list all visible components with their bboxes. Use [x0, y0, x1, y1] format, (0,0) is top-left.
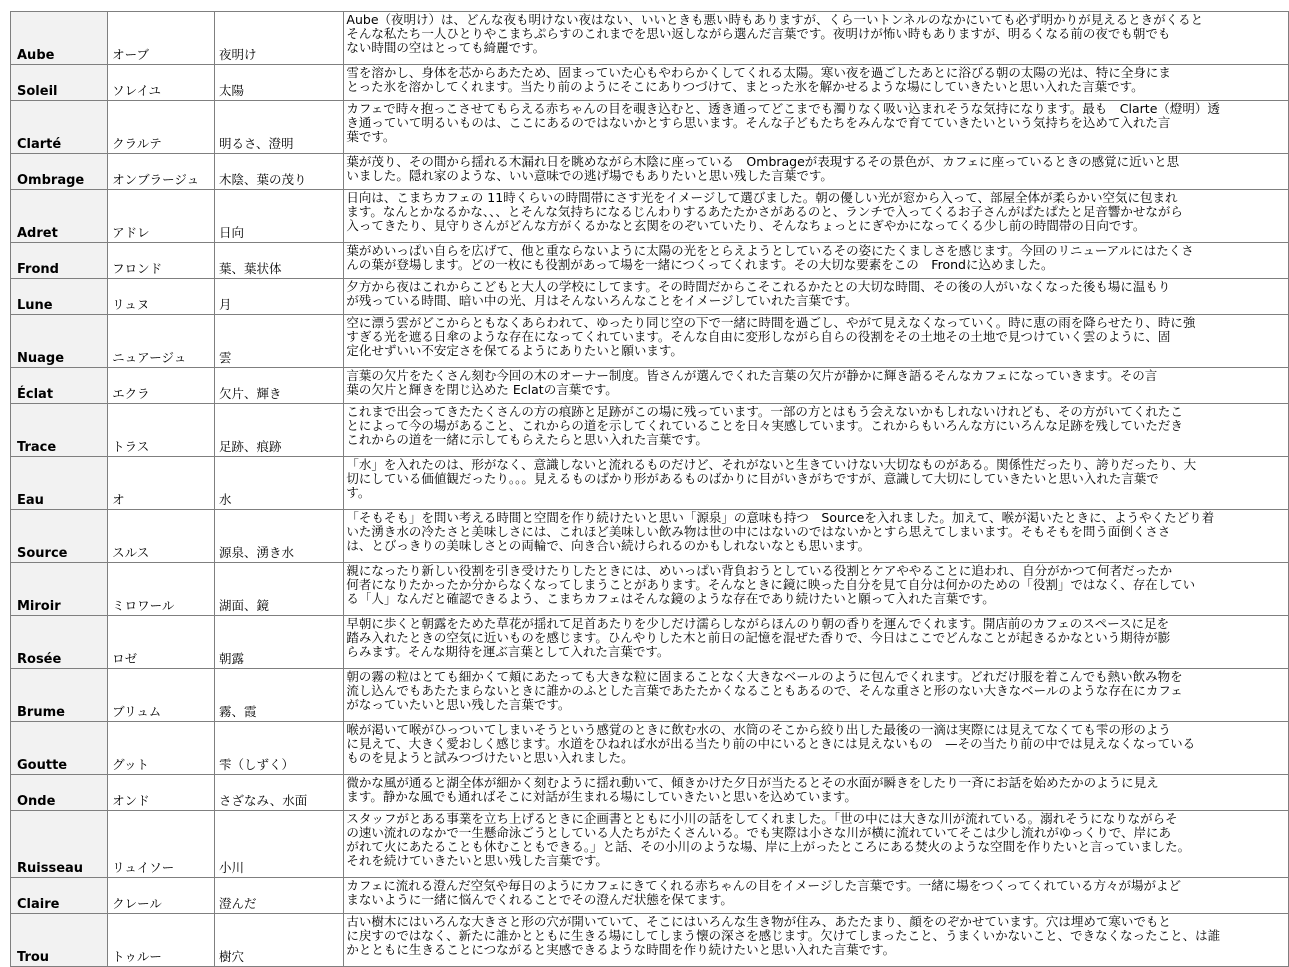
- katakana-reading-cell: リュイソー: [108, 811, 215, 878]
- french-word-cell: Miroir: [11, 563, 108, 616]
- description-line: とった氷を溶かしてくれます。当たり前のようにそこにありつづけて、まとった氷を解かせるような場にしていきたいと思い入れた言葉です。: [346, 79, 1144, 94]
- description-cell: [344, 669, 1289, 722]
- description-cell: [344, 563, 1289, 616]
- description-line: いた湧き水の冷たさと美味しさには、これほど美味しい飲み物は世の中にはないのではないかとすら思えてしまいます。そもそもを問う面倒くささ: [346, 524, 1171, 539]
- description-line: 朝の霧の粒はとても細かくて頬にあたっても大きな粒に固まることなく大きなベールのように包んでくれます。どれだけ服を着こんでも熱い飲み物を: [346, 669, 1183, 684]
- japanese-meaning-cell: 夜明け: [214, 12, 343, 65]
- japanese-meaning-cell: 雲: [214, 315, 343, 368]
- description-cell: [344, 65, 1289, 101]
- katakana-reading-cell: オーブ: [108, 12, 215, 65]
- table-row: [11, 722, 1289, 775]
- katakana-reading-cell: オンブラージュ: [108, 154, 215, 190]
- table-row: [11, 154, 1289, 190]
- katakana-reading-cell: リュヌ: [108, 279, 215, 315]
- katakana-reading-cell: ソレイユ: [108, 65, 215, 101]
- description-line: す。: [346, 485, 371, 500]
- table-row: [11, 404, 1289, 457]
- table-row: [11, 315, 1289, 368]
- katakana-reading-cell: エクラ: [108, 368, 215, 404]
- description-line: 日向は、こまちカフェの 11時くらいの時間帯にさす光をイメージして選びました。朝の優しい光が窓から入って、部屋全体が柔らかい空気に包まれ: [346, 190, 1178, 205]
- japanese-meaning-cell: 月: [214, 279, 343, 315]
- description-line: 微かな風が通ると湖全体が細かく刻むように揺れ動いて、傾きかけた夕日が当たるとその水面が瞬きをしたり一斉にお話を始めたかのように見え: [346, 775, 1159, 790]
- table-row: [11, 243, 1289, 279]
- japanese-meaning-cell: 木陰、葉の茂り: [214, 154, 343, 190]
- description-line: まないように一緒に悩んでくれることでその澄んだ状態を保てます。: [346, 892, 733, 907]
- description-line: 何者になりたかったか分からなくなってしまうことがあります。そんなときに鏡に映った自分を見て自分は何かのための「役割」ではなく、存在してい: [346, 577, 1196, 592]
- description-line: ます。静かな風でも通ればそこに対話が生まれる場にしていきたいと思いを込めています。: [346, 789, 857, 804]
- french-word-cell: Claire: [11, 878, 108, 914]
- french-word-cell: Éclat: [11, 368, 108, 404]
- word-table-body: [11, 12, 1289, 967]
- description-line: 葉の欠片と輝きを閉じ込めた Eclatの言葉です。: [346, 382, 618, 397]
- description-cell: [344, 510, 1289, 563]
- table-row: [11, 510, 1289, 563]
- table-row: [11, 775, 1289, 811]
- japanese-meaning-cell: 明るさ、澄明: [214, 101, 343, 154]
- description-line: 流し込んでもあたたまらないときに誰かのふとした言葉であたたかくなることもあるので、そんな重さと形のない大きなベールのような存在にカフェ: [346, 683, 1183, 698]
- french-word-cell: Soleil: [11, 65, 108, 101]
- french-word-cell: Lune: [11, 279, 108, 315]
- description-line: 言葉の欠片をたくさん刻む今回の木のオーナー制度。皆さんが選んでくれた言葉の欠片が静かに輝き語るそんなカフェになっていきます。その言: [346, 368, 1158, 383]
- french-word-cell: Adret: [11, 190, 108, 243]
- table-row: [11, 914, 1289, 967]
- french-word-cell: Nuage: [11, 315, 108, 368]
- description-line: 切にしている価値観だったり。。。見えるものばかり形があるものばかりに目がいきがちですが、意識して大切にしていきたいと思い入れた言葉で: [346, 471, 1159, 486]
- french-word-cell: Trace: [11, 404, 108, 457]
- description-cell: [344, 190, 1289, 243]
- description-line: 古い樹木にはいろんな大きさと形の穴が開いていて、そこにはいろんな生き物が住み、あたたまり、顔をのぞかせています。穴は埋めて寒いでもと: [346, 914, 1171, 929]
- description-cell: [344, 811, 1289, 878]
- description-cell: [344, 404, 1289, 457]
- description-line: 早朝に歩くと朝露をためた草花が揺れて足首あたりを少しだけ濡らしながらほんのり朝の香りを運んでくれます。開店前のカフェのスペースに足を: [346, 616, 1170, 631]
- description-cell: [344, 101, 1289, 154]
- japanese-meaning-cell: 澄んだ: [214, 878, 343, 914]
- description-cell: [344, 722, 1289, 775]
- table-row: [11, 563, 1289, 616]
- description-line: カフェで時々抱っこさせてもらえる赤ちゃんの目を覗き込むと、透き通ってどこまでも濁りなく吸い込まれそうな気持になります。最も Clarte（燈明）透: [346, 101, 1220, 116]
- japanese-meaning-cell: 朝露: [214, 616, 343, 669]
- description-line: とによって今の場があること、これからの道を示してくれていることを日々実感しています。これからもいろんな方にいろんな足跡を残していただき: [346, 418, 1183, 433]
- description-line: かとともに生きることにつながると実感できるような時間を作り続けたいと思い入れた言葉です。: [346, 942, 896, 957]
- description-cell: [344, 315, 1289, 368]
- description-cell: [344, 154, 1289, 190]
- description-cell: [344, 878, 1289, 914]
- japanese-meaning-cell: 葉、葉状体: [214, 243, 343, 279]
- table-row: [11, 878, 1289, 914]
- table-row: [11, 279, 1289, 315]
- french-word-cell: Brume: [11, 669, 108, 722]
- description-cell: [344, 279, 1289, 315]
- katakana-reading-cell: ロゼ: [108, 616, 215, 669]
- description-line: Aube（夜明け）は、どんな夜も明けない夜はない、いいときも悪い時もありますが、くら一いトンネルのなかにいても必ず明かりが見えるときがくると: [346, 12, 1204, 27]
- description-line: が残っている時間、暗い中の光、月はそんないろんなことをイメージしていれた言葉です。: [346, 293, 858, 308]
- japanese-meaning-cell: 雫（しずく）: [214, 722, 343, 775]
- description-line: スタッフがとある事業を立ち上げるときに企画書とともに小川の話をしてくれました。「世の中には大きな川が流れている。溺れそうになりながらそ: [346, 811, 1178, 826]
- description-cell: [344, 775, 1289, 811]
- japanese-meaning-cell: 湖面、鏡: [214, 563, 343, 616]
- description-line: 「水」を入れたのは、形がなく、意識しないと流れるものだけど、それがないと生きていけない大切なものがある。関係性だったり、誇りだったり、大: [346, 457, 1197, 472]
- description-cell: [344, 12, 1289, 65]
- katakana-reading-cell: グット: [108, 722, 215, 775]
- table-row: [11, 457, 1289, 510]
- description-line: ない時間の空はとっても綺麗です。: [346, 40, 546, 55]
- table-row: [11, 190, 1289, 243]
- japanese-meaning-cell: さざなみ、水面: [214, 775, 343, 811]
- french-word-cell: Goutte: [11, 722, 108, 775]
- katakana-reading-cell: ニュアージュ: [108, 315, 215, 368]
- table-row: [11, 101, 1289, 154]
- description-line: すぎる光を遮る日傘のような存在になってくれています。そんな自由に変形しながら自らの役割をその土地その土地で見つけていく雲のように、固: [346, 329, 1171, 344]
- description-line: 雪を溶かし、身体を芯からあたため、固まっていた心もやわらかくしてくれる太陽。寒い夜を過ごしたあとに浴びる朝の太陽の光は、特に全身にま: [346, 65, 1171, 80]
- description-cell: [344, 616, 1289, 669]
- description-line: んの葉が登場します。どの一枚にも役割があって場を一緒につくってくれます。その大切な要素をこの Frondに込めました。: [346, 257, 1054, 272]
- katakana-reading-cell: ブリュム: [108, 669, 215, 722]
- table-row: [11, 616, 1289, 669]
- katakana-reading-cell: トラス: [108, 404, 215, 457]
- japanese-meaning-cell: 樹穴: [214, 914, 343, 967]
- description-line: 喉が渇いて喉がひっついてしまいそうという感覚のときに飲む水の、水筒のそこから絞り出した最後の一滴は実際には見えてなくても雫の形のよう: [346, 722, 1171, 737]
- description-line: これまで出会ってきたたくさんの方の痕跡と足跡がこの場に残っています。一部の方とはもう会えないかもしれないけれども、その方がいてくれたこ: [346, 404, 1183, 419]
- katakana-reading-cell: トゥルー: [108, 914, 215, 967]
- description-line: らみます。そんな期待を運ぶ言葉として入れた言葉です。: [346, 644, 670, 659]
- description-line: の速い流れのなかで一生懸命泳ごうとしている人たちがたくさんいる。でも実際は小さな川が横に流れていてそこは少し流れがゆっくりで、岸にあ: [346, 825, 1172, 840]
- description-line: これからの道を一緒に示してもらえたらと思い入れた言葉です。: [346, 432, 708, 447]
- description-cell: [344, 457, 1289, 510]
- description-line: 定化せずいい不安定さを保てるようにありたいと願います。: [346, 343, 683, 358]
- description-line: き通っていて明るいものは、ここにあるのではないかとすら思います。そんな子どもたちをみんなで育てていきたいという気持ちを込めて入れた言: [346, 115, 1171, 130]
- description-line: 葉がめいっぱい自らを広げて、他と重ならないように太陽の光をとらえようとしているその姿にたくましさを感じます。今回のリニューアルにはたくさ: [346, 243, 1194, 258]
- description-line: 空に漂う雲がどこからともなくあらわれて、ゆったり同じ空の下で一緒に時間を過ごし、やがて見えなくなっていく。時に恵の雨を降らせたり、時に強: [346, 315, 1196, 330]
- description-line: る「人」なんだと確認できるよう、こまちカフェはそんな鏡のような存在であり続けたいと願って入れた言葉です。: [346, 591, 995, 606]
- description-line: ものを見ようと試みつづけたいと思い入れました。: [346, 750, 634, 765]
- description-line: 踏み入れたときの空気に近いものを感じます。ひんやりした木と前日の記憶を混ぜた香りで、今日はここでどんなことが起きるかなという期待が膨: [346, 630, 1171, 645]
- katakana-reading-cell: クレール: [108, 878, 215, 914]
- description-line: いました。隠れ家のような、いい意味での逃げ場でもありたいと思い残した言葉です。: [346, 168, 833, 183]
- description-line: ます。なんとかなるかな、、、とそんな気持ちになるじんわりするあたたかさがあるのと、ランチで入ってくるお子さんがぱたぱたと足音響かせながら: [346, 204, 1183, 219]
- description-line: 夕方から夜はこれからこどもと大人の学校にしてます。その時間だからこそこれるかたとの大切な時間、その後の人がいなくなった後も場に温もり: [346, 279, 1171, 294]
- description-line: そんな私たち一人ひとりやこまちぷらすのこれまでを思い返しながら選んだ言葉です。夜明けが怖い時もありますが、明るくなる前の夜でも朝でも: [346, 26, 1171, 41]
- french-word-cell: Aube: [11, 12, 108, 65]
- table-row: [11, 65, 1289, 101]
- french-word-cell: Ruisseau: [11, 811, 108, 878]
- japanese-meaning-cell: 霧、霞: [214, 669, 343, 722]
- word-table: [10, 11, 1289, 967]
- japanese-meaning-cell: 小川: [214, 811, 343, 878]
- description-line: 「そもそも」を問い考える時間と空間を作り続けたいと思い「源泉」の意味も持つ Sourceを入れました。加えて、喉が渇いたときに、ようやくたどり着: [346, 510, 1215, 525]
- description-line: に戻すのではなく、新たに誰かとともに生きる場にしてしまう懐の深さを感じます。欠けてしまったこと、うまくいかないこと、できなくなったこと、は誰: [346, 928, 1221, 943]
- french-word-cell: Clarté: [11, 101, 108, 154]
- description-line: 葉です。: [346, 129, 396, 144]
- french-word-cell: Frond: [11, 243, 108, 279]
- description-line: がなっていたいと思い残した言葉です。: [346, 697, 571, 712]
- description-line: 入ってきたり、見守りさんがどんな方がくるかなと玄関をのぞいていたり、そんなちょっとにぎやかになってくる少し前の時間帯の日向です。: [346, 218, 1146, 233]
- french-word-cell: Trou: [11, 914, 108, 967]
- katakana-reading-cell: ミロワール: [108, 563, 215, 616]
- french-word-cell: Ombrage: [11, 154, 108, 190]
- katakana-reading-cell: オンド: [108, 775, 215, 811]
- japanese-meaning-cell: 太陽: [214, 65, 343, 101]
- japanese-meaning-cell: 水: [214, 457, 343, 510]
- japanese-meaning-cell: 足跡、痕跡: [214, 404, 343, 457]
- katakana-reading-cell: オ: [108, 457, 215, 510]
- description-cell: [344, 368, 1289, 404]
- katakana-reading-cell: クラルテ: [108, 101, 215, 154]
- description-line: に見えて、大きく愛おしく感じます。水道をひねれば水が出る当たり前の中にいるときには見えないもの —その当たり前の中では見えなくなっている: [346, 736, 1196, 751]
- table-row: [11, 669, 1289, 722]
- table-row: [11, 12, 1289, 65]
- japanese-meaning-cell: 源泉、湧き水: [214, 510, 343, 563]
- katakana-reading-cell: アドレ: [108, 190, 215, 243]
- description-line: は、とびっきりの美味しさとの両輪で、向き合い続けられるのかもしれないなとも思います。: [346, 538, 871, 553]
- katakana-reading-cell: フロンド: [108, 243, 215, 279]
- french-word-cell: Onde: [11, 775, 108, 811]
- french-word-cell: Source: [11, 510, 108, 563]
- table-row: [11, 368, 1289, 404]
- table-row: [11, 811, 1289, 878]
- french-word-cell: Eau: [11, 457, 108, 510]
- description-line: がれて火にあたることも休むこともできる。」と話、その小川のような場、岸に上がったところにある焚火のような空間を作りたいと言っていました。: [346, 839, 1191, 854]
- japanese-meaning-cell: 日向: [214, 190, 343, 243]
- description-line: 葉が茂り、その間から揺れる木漏れ日を眺めながら木陰に座っている Ombrageが表現するその景色が、カフェに座っているときの感覚に近いと思: [346, 154, 1180, 169]
- description-line: それを続けていきたいと思い残した言葉です。: [346, 853, 608, 868]
- katakana-reading-cell: スルス: [108, 510, 215, 563]
- description-line: カフェに流れる澄んだ空気や毎日のようにカフェにきてくれる赤ちゃんの目をイメージした言葉です。一緒に場をつくってくれている方々が場がよど: [346, 878, 1182, 893]
- description-cell: [344, 243, 1289, 279]
- japanese-meaning-cell: 欠片、輝き: [214, 368, 343, 404]
- description-cell: [344, 914, 1289, 967]
- description-line: 親になったり新しい役割を引き受けたりしたときには、めいっぱい背負おうとしている役割とケアややることに追われ、自分がかつて何者だったか: [346, 563, 1173, 578]
- french-word-cell: Rosée: [11, 616, 108, 669]
